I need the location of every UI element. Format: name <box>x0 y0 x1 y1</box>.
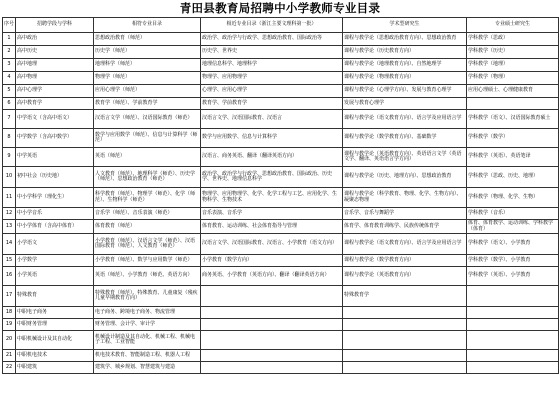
cell-academic-graduate: 课程与教学论（历史、地理方向）、思想政治教育 <box>343 167 467 188</box>
cell-similar-majors: 汉语言文学、汉语国际教育、汉语言 <box>201 110 343 129</box>
cell-matching-majors: 财务管理、会计学、审计学 <box>94 319 201 331</box>
cell-index: 2 <box>3 46 16 59</box>
header-similar-majors: 相近专业目录（浙江主要文理科第一批） <box>201 18 343 33</box>
cell-professional-graduate: 学科教学（语文）、小学教育 <box>467 234 559 255</box>
cell-similar-majors <box>201 286 343 307</box>
cell-similar-majors: 音乐表演、音乐学 <box>201 208 343 220</box>
cell-subject: 中学数学（含高中数学） <box>16 129 94 148</box>
cell-similar-majors <box>201 362 343 374</box>
cell-index: 19 <box>3 319 16 331</box>
cell-professional-graduate: 学科教学（英语）、小学教育 <box>467 267 559 286</box>
cell-index: 22 <box>3 362 16 374</box>
cell-academic-graduate <box>343 362 467 374</box>
cell-index: 7 <box>3 110 16 129</box>
cell-similar-majors: 心理学、应用心理学 <box>201 85 343 98</box>
table-row <box>3 255 559 267</box>
cell-subject: 特殊教育 <box>16 286 94 307</box>
cell-subject: 中职电子商务 <box>16 307 94 319</box>
cell-professional-graduate: 体育、体育教学、运动训练、学科教学（体育） <box>467 220 559 234</box>
cell-professional-graduate: 学科教学（思政） <box>467 33 559 46</box>
cell-similar-majors: 地理信息科学、地理科学 <box>201 59 343 72</box>
cell-academic-graduate: 课程与教学论（语文教育方向）、语言学及应用语言学 <box>343 234 467 255</box>
cell-academic-graduate: 体育学、体育教育训练学、民族传统体育学 <box>343 220 467 234</box>
cell-index: 3 <box>3 59 16 72</box>
header-matching-majors: 相符专业目录 <box>94 18 201 33</box>
cell-matching-majors: 小学教育（师范）、数学与应用数学（师范） <box>94 255 201 267</box>
cell-matching-majors: 英语（师范） <box>94 148 201 167</box>
table-row <box>3 319 559 331</box>
cell-academic-graduate: 课程与教学论（英语教育方向）、英语语言文学（英语文学、翻译、英语语言学方向） <box>343 148 467 167</box>
cell-academic-graduate: 发展与教育心理学 <box>343 98 467 110</box>
cell-similar-majors <box>201 319 343 331</box>
cell-similar-majors: 汉语言、商务英语、翻译（翻译英语方向） <box>201 148 343 167</box>
cell-index: 13 <box>3 220 16 234</box>
cell-matching-majors: 电子商务、跨境电子商务、物流管理 <box>94 307 201 319</box>
cell-academic-graduate: 课程与教学论（数学教育方向） <box>343 255 467 267</box>
cell-professional-graduate <box>467 98 559 110</box>
cell-professional-graduate: 学科教学（音乐） <box>467 208 559 220</box>
header-academic-graduate: 学术型研究生 <box>343 18 467 33</box>
cell-subject: 中小学科学（理化生） <box>16 188 94 208</box>
cell-professional-graduate: 学科教学（数学） <box>467 129 559 148</box>
cell-similar-majors <box>201 307 343 319</box>
cell-index: 20 <box>3 331 16 350</box>
cell-subject: 高中历史 <box>16 46 94 59</box>
cell-academic-graduate: 课程与教学论（数学教育方向）、基础数学 <box>343 129 467 148</box>
cell-similar-majors: 物理学、应用物理学 <box>201 72 343 85</box>
cell-subject: 中职机械设计及其自动化 <box>16 331 94 350</box>
cell-academic-graduate: 课程与教学论（英语教育方向） <box>343 267 467 286</box>
cell-matching-majors: 思想政治教育（师范） <box>94 33 201 46</box>
cell-index: 5 <box>3 85 16 98</box>
table-row <box>3 167 559 188</box>
cell-matching-majors: 应用心理学（师范） <box>94 85 201 98</box>
table-row <box>3 98 559 110</box>
cell-index: 14 <box>3 234 16 255</box>
cell-subject: 高中教育学 <box>16 98 94 110</box>
cell-matching-majors: 汉语言文学（师范）、汉语国际教育（师范） <box>94 110 201 129</box>
table-row <box>3 148 559 167</box>
cell-index: 6 <box>3 98 16 110</box>
cell-academic-graduate <box>343 350 467 362</box>
cell-index: 18 <box>3 307 16 319</box>
cell-matching-majors: 体育教育（师范） <box>94 220 201 234</box>
cell-index: 8 <box>3 129 16 148</box>
table-row <box>3 331 559 350</box>
table-row <box>3 208 559 220</box>
cell-academic-graduate: 课程与教学论（历史教育方向） <box>343 46 467 59</box>
cell-professional-graduate: 学科教学（语文）、汉语国际教育硕士 <box>467 110 559 129</box>
cell-subject: 小学语文 <box>16 234 94 255</box>
cell-matching-majors: 机械设计制造及其自动化、机械工程、机械电子工程、工业智能 <box>94 331 201 350</box>
cell-matching-majors: 建筑学、城乡规划、智慧建筑与建造 <box>94 362 201 374</box>
cell-similar-majors: 政治学、政治学与行政学、思想政治教育、国际政治、历史学、世界史、地理信息科学 <box>201 167 343 188</box>
cell-subject: 中小学音乐 <box>16 208 94 220</box>
cell-matching-majors: 音乐学（师范）、音乐表演（师范） <box>94 208 201 220</box>
cell-index: 10 <box>3 167 16 188</box>
cell-subject: 中小学体育（含高中体育） <box>16 220 94 234</box>
cell-similar-majors: 政治学、政治学与行政学、思想政治教育、国际政治等 <box>201 33 343 46</box>
cell-academic-graduate: 特殊教育学 <box>343 286 467 307</box>
cell-subject: 高中政治 <box>16 33 94 46</box>
cell-index: 16 <box>3 267 16 286</box>
cell-similar-majors <box>201 350 343 362</box>
table-row <box>3 234 559 255</box>
table-row <box>3 350 559 362</box>
cell-index: 21 <box>3 350 16 362</box>
cell-subject: 中职建筑 <box>16 362 94 374</box>
cell-index: 9 <box>3 148 16 167</box>
cell-matching-majors: 英语（师范）、小学教育（师范、英语方向） <box>94 267 201 286</box>
table-row <box>3 59 559 72</box>
header-subject: 招聘学段与学科 <box>16 18 94 33</box>
cell-similar-majors: 数学与应用数学、信息与计算科学 <box>201 129 343 148</box>
cell-matching-majors: 地理科学（师范） <box>94 59 201 72</box>
cell-professional-graduate: 学科教学（历史） <box>467 46 559 59</box>
cell-subject: 中职机电技术 <box>16 350 94 362</box>
cell-professional-graduate: 应用心理硕士、心理健康教育 <box>467 85 559 98</box>
document-title: 青田县教育局招聘中小学教师专业目录 <box>179 1 381 15</box>
cell-index: 11 <box>3 188 16 208</box>
cell-subject: 中学语文（含高中语文） <box>16 110 94 129</box>
cell-professional-graduate <box>467 331 559 350</box>
cell-professional-graduate <box>467 307 559 319</box>
cell-similar-majors: 汉语言文学、汉语国际教育、汉语言、小学教育（语文方向） <box>201 234 343 255</box>
cell-matching-majors: 教育学（师范）、学前教育学 <box>94 98 201 110</box>
cell-professional-graduate: 学科教学（物理、化学、生物） <box>467 188 559 208</box>
table-row <box>3 267 559 286</box>
cell-professional-graduate: 学科教学（英语）、英语笔译 <box>467 148 559 167</box>
cell-subject: 中职财务管理 <box>16 319 94 331</box>
cell-academic-graduate: 课程与教学论（语文教育方向）、语言学及应用语言学 <box>343 110 467 129</box>
major-catalog-table <box>2 17 559 374</box>
cell-subject: 中学英语 <box>16 148 94 167</box>
cell-subject: 小学英语 <box>16 267 94 286</box>
cell-index: 17 <box>3 286 16 307</box>
table-body <box>3 33 559 374</box>
table-header-row <box>3 18 559 33</box>
cell-matching-majors: 人文教育（师范）、地理科学（师范）、历史学（师范）、思想政治教育（师范） <box>94 167 201 188</box>
cell-subject: 高中物理 <box>16 72 94 85</box>
cell-professional-graduate: 学科教学（思政、历史、地理） <box>467 167 559 188</box>
cell-academic-graduate: 课程与教学论（地理教育方向）、自然地理学 <box>343 59 467 72</box>
cell-matching-majors: 数学与应用数学（师范）、信息与计算科学（师范） <box>94 129 201 148</box>
cell-academic-graduate <box>343 331 467 350</box>
table-row <box>3 33 559 46</box>
cell-matching-majors: 历史学（师范） <box>94 46 201 59</box>
table-row <box>3 72 559 85</box>
table-row <box>3 220 559 234</box>
cell-similar-majors: 体育教育、运动训练、社会体育指导与管理 <box>201 220 343 234</box>
cell-matching-majors: 小学教育（师范）、汉语言文学（师范）、汉语国际教育（师范）、人文教育（师范） <box>94 234 201 255</box>
table-row <box>3 188 559 208</box>
cell-academic-graduate <box>343 307 467 319</box>
cell-index: 1 <box>3 33 16 46</box>
cell-index: 4 <box>3 72 16 85</box>
cell-subject: 高中心理学 <box>16 85 94 98</box>
cell-similar-majors: 商务英语、小学教育（英语方向）、翻译（翻译英语方向） <box>201 267 343 286</box>
table-row <box>3 85 559 98</box>
cell-academic-graduate: 课程与教学论（科学教育、物理、化学、生物方向）、凝聚态物理 <box>343 188 467 208</box>
table-row <box>3 110 559 129</box>
cell-professional-graduate: 学科教学（地理） <box>467 59 559 72</box>
cell-matching-majors: 物理学（师范） <box>94 72 201 85</box>
table-row <box>3 362 559 374</box>
cell-matching-majors: 机电技术教育、智能制造工程、机器人工程 <box>94 350 201 362</box>
header-index: 序号 <box>3 18 16 33</box>
header-professional-graduate: 专业硕士研究生 <box>467 18 559 33</box>
cell-similar-majors: 小学教育（数学方向） <box>201 255 343 267</box>
cell-index: 12 <box>3 208 16 220</box>
table-row <box>3 46 559 59</box>
cell-academic-graduate: 音乐学、音乐与舞蹈学 <box>343 208 467 220</box>
cell-similar-majors <box>201 331 343 350</box>
cell-professional-graduate <box>467 319 559 331</box>
cell-professional-graduate: 学科教学（数学）、小学教育 <box>467 255 559 267</box>
cell-subject: 小学数学 <box>16 255 94 267</box>
cell-academic-graduate: 课程与教学论（物理教育方向） <box>343 72 467 85</box>
cell-subject: 初中社会（历史地） <box>16 167 94 188</box>
cell-similar-majors: 教育学、学前教育学 <box>201 98 343 110</box>
cell-professional-graduate: 学科教学（物理） <box>467 72 559 85</box>
cell-academic-graduate: 课程与教学论（心理学方向）、发展与教育心理学 <box>343 85 467 98</box>
cell-similar-majors: 物理学、应用物理学、化学、化学工程与工艺、应用化学、生物科学、生物技术 <box>201 188 343 208</box>
cell-subject: 高中地理 <box>16 59 94 72</box>
cell-professional-graduate <box>467 286 559 307</box>
cell-similar-majors: 历史学、世界史 <box>201 46 343 59</box>
cell-matching-majors: 科学教育（师范）、物理学（师范）、化学（师范）、生物科学（师范） <box>94 188 201 208</box>
table-row <box>3 129 559 148</box>
cell-professional-graduate <box>467 362 559 374</box>
table-row <box>3 307 559 319</box>
cell-academic-graduate <box>343 319 467 331</box>
cell-matching-majors: 特殊教育（师范）、特殊教育、儿童康复（残疾儿童早期教育方向） <box>94 286 201 307</box>
cell-index: 15 <box>3 255 16 267</box>
cell-professional-graduate <box>467 350 559 362</box>
table-row <box>3 286 559 307</box>
cell-academic-graduate: 课程与教学论（思想政治教育方向）、思想政治教育 <box>343 33 467 46</box>
